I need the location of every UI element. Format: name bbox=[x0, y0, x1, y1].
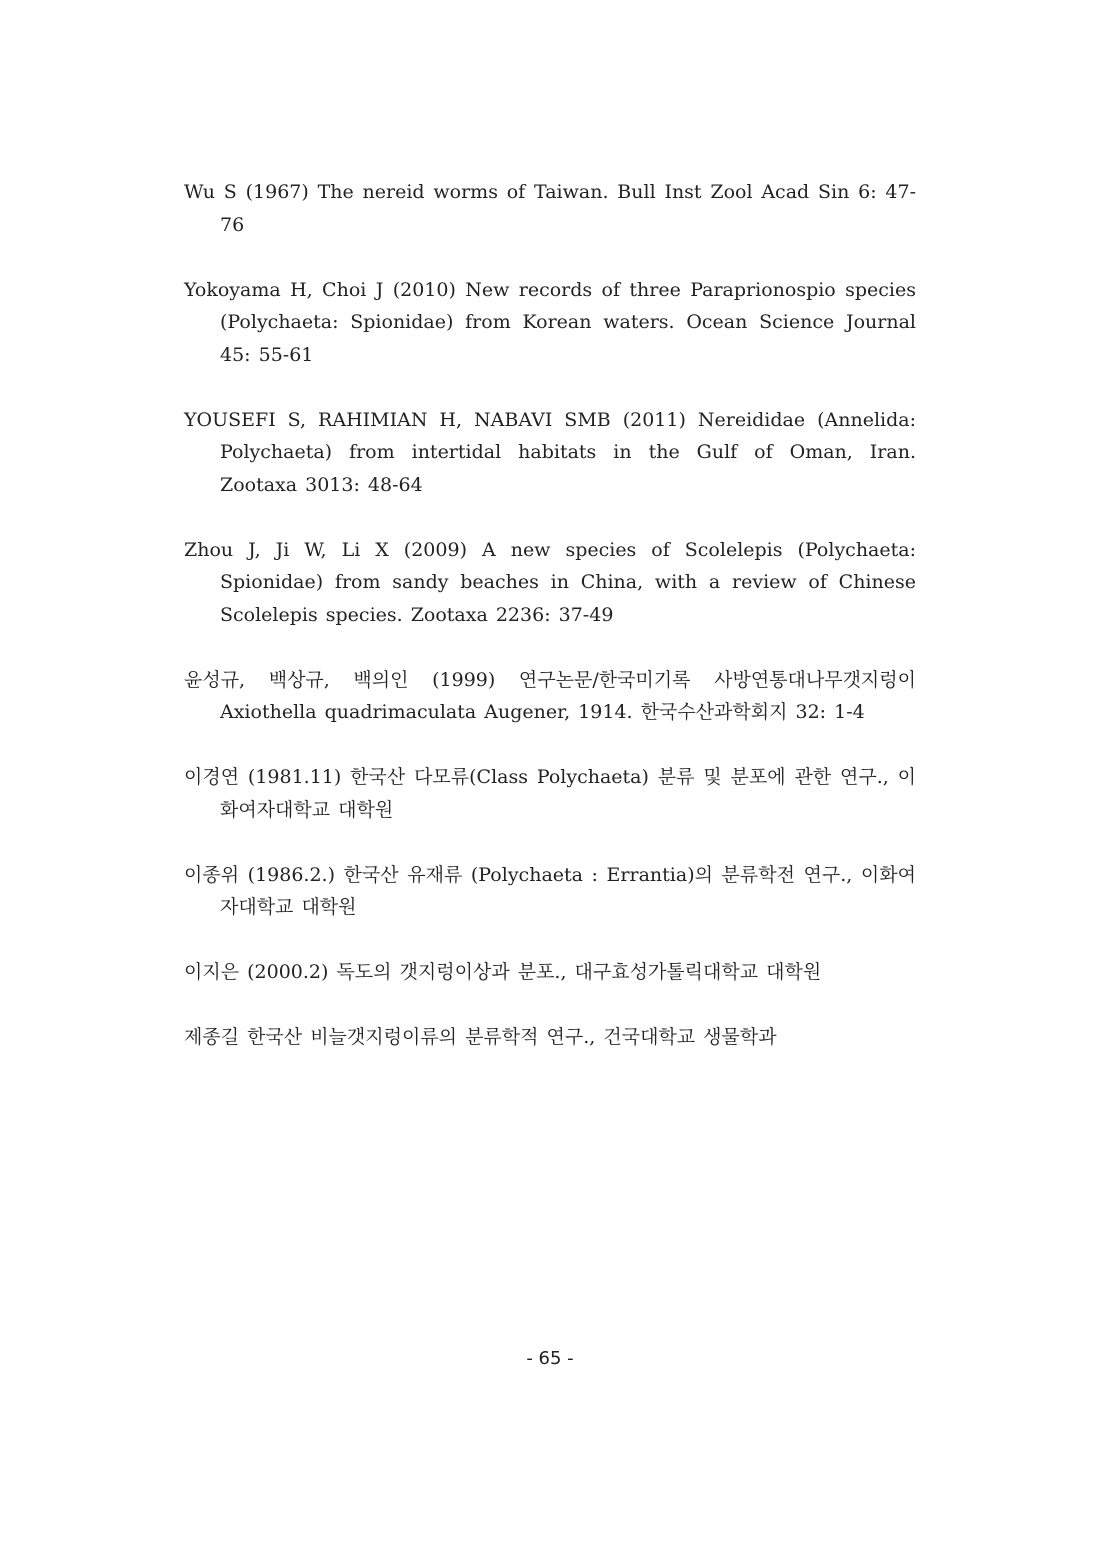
page-number: - 65 - bbox=[526, 1348, 574, 1369]
reference-entry: 이경연 (1981.11) 한국산 다모류(Class Polychaeta) 분류 및 분포에 관한 연구., 이화여자대학교 대학원 bbox=[184, 766, 916, 821]
reference-entry: 윤성규, 백상규, 백의인 (1999) 연구논문/한국미기록 사방연통대나무갯지렁이 Axiothella quadrimaculata Augener, 1914. 한국수산과학회지 32: 1-4 bbox=[184, 668, 916, 723]
reference-entry: 이종위 (1986.2.) 한국산 유재류 (Polychaeta : Errantia)의 분류학전 연구., 이화여자대학교 대학원 bbox=[184, 863, 916, 918]
reference-entry: 제종길 한국산 비늘갯지렁이류의 분류학적 연구., 건국대학교 생물학과 bbox=[184, 1026, 777, 1048]
reference-list bbox=[184, 176, 916, 1086]
reference-entry: Zhou J, Ji W, Li X (2009) A new species of Scolelepis (Polychaeta: Spionidae) from sandy beaches in China, with a review of Chinese Scolelepis species. Zootaxa 2236: 37-49 bbox=[184, 538, 916, 626]
reference-entry: Yokoyama H, Choi J (2010) New records of three Paraprionospio species (Polychaeta: Spionidae) from Korean waters. Ocean Science Journal 45: 55-61 bbox=[184, 278, 916, 366]
reference-entry: Wu S (1967) The nereid worms of Taiwan. Bull Inst Zool Acad Sin 6: 47-76 bbox=[184, 181, 916, 236]
reference-entry: YOUSEFI S, RAHIMIAN H, NABAVI SMB (2011) Nereididae (Annelida: Polychaeta) from intertidal habitats in the Gulf of Oman, Iran. Zootaxa 3013: 48-64 bbox=[184, 408, 916, 496]
reference-entry: 이지은 (2000.2) 독도의 갯지렁이상과 분포., 대구효성가톨릭대학교 대학원 bbox=[184, 961, 822, 983]
